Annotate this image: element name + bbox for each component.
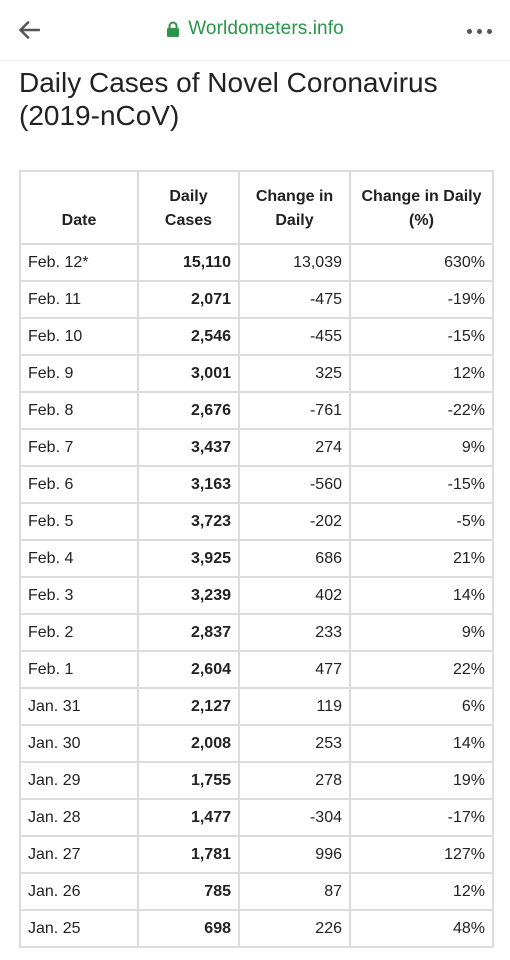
cell-change-in-daily: -761 bbox=[239, 392, 350, 429]
cell-daily-cases: 3,239 bbox=[138, 577, 239, 614]
more-horizontal-icon bbox=[487, 29, 492, 34]
cell-change-in-daily-pct: 9% bbox=[350, 614, 493, 651]
cell-date: Feb. 3 bbox=[20, 577, 138, 614]
address-bar[interactable] bbox=[0, 18, 510, 40]
cell-date: Feb. 4 bbox=[20, 540, 138, 577]
cell-change-in-daily-pct: -15% bbox=[350, 318, 493, 355]
table-row bbox=[20, 540, 493, 577]
cell-date: Feb. 1 bbox=[20, 651, 138, 688]
table-header-row bbox=[20, 171, 493, 244]
browser-toolbar bbox=[0, 0, 510, 61]
cell-daily-cases: 2,008 bbox=[138, 725, 239, 762]
more-options-button[interactable] bbox=[462, 18, 496, 44]
cell-date: Feb. 5 bbox=[20, 503, 138, 540]
table-row bbox=[20, 392, 493, 429]
table-row bbox=[20, 651, 493, 688]
column-header-change-in-daily[interactable]: Change in Daily bbox=[239, 171, 350, 244]
url-text: Worldometers.info bbox=[188, 18, 344, 39]
cell-daily-cases: 3,925 bbox=[138, 540, 239, 577]
cell-date: Jan. 29 bbox=[20, 762, 138, 799]
cell-daily-cases: 2,127 bbox=[138, 688, 239, 725]
table-row bbox=[20, 429, 493, 466]
column-header-date[interactable]: Date bbox=[20, 171, 138, 244]
cell-change-in-daily: 325 bbox=[239, 355, 350, 392]
cell-date: Jan. 28 bbox=[20, 799, 138, 836]
cell-daily-cases: 3,723 bbox=[138, 503, 239, 540]
cell-change-in-daily: 119 bbox=[239, 688, 350, 725]
daily-cases-table bbox=[19, 170, 494, 948]
cell-change-in-daily-pct: 630% bbox=[350, 244, 493, 281]
cell-change-in-daily-pct: 21% bbox=[350, 540, 493, 577]
cell-change-in-daily: 402 bbox=[239, 577, 350, 614]
daily-cases-table-container bbox=[19, 170, 492, 948]
cell-daily-cases: 3,163 bbox=[138, 466, 239, 503]
cell-change-in-daily-pct: 19% bbox=[350, 762, 493, 799]
table-row bbox=[20, 725, 493, 762]
table-row bbox=[20, 577, 493, 614]
cell-change-in-daily: -475 bbox=[239, 281, 350, 318]
cell-change-in-daily: 226 bbox=[239, 910, 350, 947]
cell-date: Jan. 25 bbox=[20, 910, 138, 947]
cell-daily-cases: 2,071 bbox=[138, 281, 239, 318]
cell-change-in-daily-pct: 9% bbox=[350, 429, 493, 466]
table-row bbox=[20, 799, 493, 836]
cell-daily-cases: 1,755 bbox=[138, 762, 239, 799]
cell-change-in-daily: 996 bbox=[239, 836, 350, 873]
cell-change-in-daily-pct: 12% bbox=[350, 355, 493, 392]
cell-change-in-daily-pct: -5% bbox=[350, 503, 493, 540]
cell-date: Feb. 12* bbox=[20, 244, 138, 281]
cell-date: Feb. 6 bbox=[20, 466, 138, 503]
cell-change-in-daily-pct: 14% bbox=[350, 577, 493, 614]
cell-date: Jan. 27 bbox=[20, 836, 138, 873]
cell-change-in-daily: 274 bbox=[239, 429, 350, 466]
cell-daily-cases: 2,604 bbox=[138, 651, 239, 688]
cell-daily-cases: 2,676 bbox=[138, 392, 239, 429]
cell-change-in-daily-pct: -15% bbox=[350, 466, 493, 503]
cell-change-in-daily: 253 bbox=[239, 725, 350, 762]
cell-change-in-daily: -560 bbox=[239, 466, 350, 503]
cell-daily-cases: 698 bbox=[138, 910, 239, 947]
cell-change-in-daily-pct: 22% bbox=[350, 651, 493, 688]
page-title: Daily Cases of Novel Coronavirus (2019-nCoV) bbox=[19, 67, 438, 131]
cell-change-in-daily-pct: -22% bbox=[350, 392, 493, 429]
table-row bbox=[20, 836, 493, 873]
table-row bbox=[20, 762, 493, 799]
cell-date: Feb. 10 bbox=[20, 318, 138, 355]
cell-date: Feb. 2 bbox=[20, 614, 138, 651]
cell-change-in-daily: 87 bbox=[239, 873, 350, 910]
cell-change-in-daily: 233 bbox=[239, 614, 350, 651]
table-row bbox=[20, 688, 493, 725]
cell-date: Jan. 30 bbox=[20, 725, 138, 762]
more-horizontal-icon bbox=[477, 29, 482, 34]
cell-daily-cases: 1,781 bbox=[138, 836, 239, 873]
cell-daily-cases: 1,477 bbox=[138, 799, 239, 836]
table-row bbox=[20, 614, 493, 651]
cell-date: Jan. 26 bbox=[20, 873, 138, 910]
cell-daily-cases: 3,001 bbox=[138, 355, 239, 392]
cell-change-in-daily: 477 bbox=[239, 651, 350, 688]
column-header-change-in-daily-pct[interactable]: Change in Daily (%) bbox=[350, 171, 493, 244]
cell-daily-cases: 3,437 bbox=[138, 429, 239, 466]
cell-date: Feb. 9 bbox=[20, 355, 138, 392]
cell-date: Feb. 7 bbox=[20, 429, 138, 466]
cell-daily-cases: 2,837 bbox=[138, 614, 239, 651]
cell-change-in-daily-pct: 12% bbox=[350, 873, 493, 910]
table-body bbox=[20, 244, 493, 947]
cell-change-in-daily: 13,039 bbox=[239, 244, 350, 281]
cell-change-in-daily-pct: 127% bbox=[350, 836, 493, 873]
cell-change-in-daily: -455 bbox=[239, 318, 350, 355]
cell-change-in-daily-pct: 6% bbox=[350, 688, 493, 725]
cell-change-in-daily-pct: -19% bbox=[350, 281, 493, 318]
cell-date: Feb. 11 bbox=[20, 281, 138, 318]
table-row bbox=[20, 873, 493, 910]
cell-daily-cases: 2,546 bbox=[138, 318, 239, 355]
table-row bbox=[20, 910, 493, 947]
table-row bbox=[20, 503, 493, 540]
cell-change-in-daily-pct: -17% bbox=[350, 799, 493, 836]
table-row bbox=[20, 244, 493, 281]
cell-daily-cases: 15,110 bbox=[138, 244, 239, 281]
cell-change-in-daily-pct: 48% bbox=[350, 910, 493, 947]
column-header-daily-cases[interactable]: Daily Cases bbox=[138, 171, 239, 244]
cell-change-in-daily: -304 bbox=[239, 799, 350, 836]
table-row bbox=[20, 355, 493, 392]
table-row bbox=[20, 318, 493, 355]
cell-change-in-daily-pct: 14% bbox=[350, 725, 493, 762]
cell-date: Jan. 31 bbox=[20, 688, 138, 725]
table-row bbox=[20, 466, 493, 503]
cell-daily-cases: 785 bbox=[138, 873, 239, 910]
table-row bbox=[20, 281, 493, 318]
cell-change-in-daily: -202 bbox=[239, 503, 350, 540]
cell-date: Feb. 8 bbox=[20, 392, 138, 429]
more-horizontal-icon bbox=[467, 29, 472, 34]
cell-change-in-daily: 686 bbox=[239, 540, 350, 577]
lock-icon bbox=[166, 21, 180, 38]
cell-change-in-daily: 278 bbox=[239, 762, 350, 799]
